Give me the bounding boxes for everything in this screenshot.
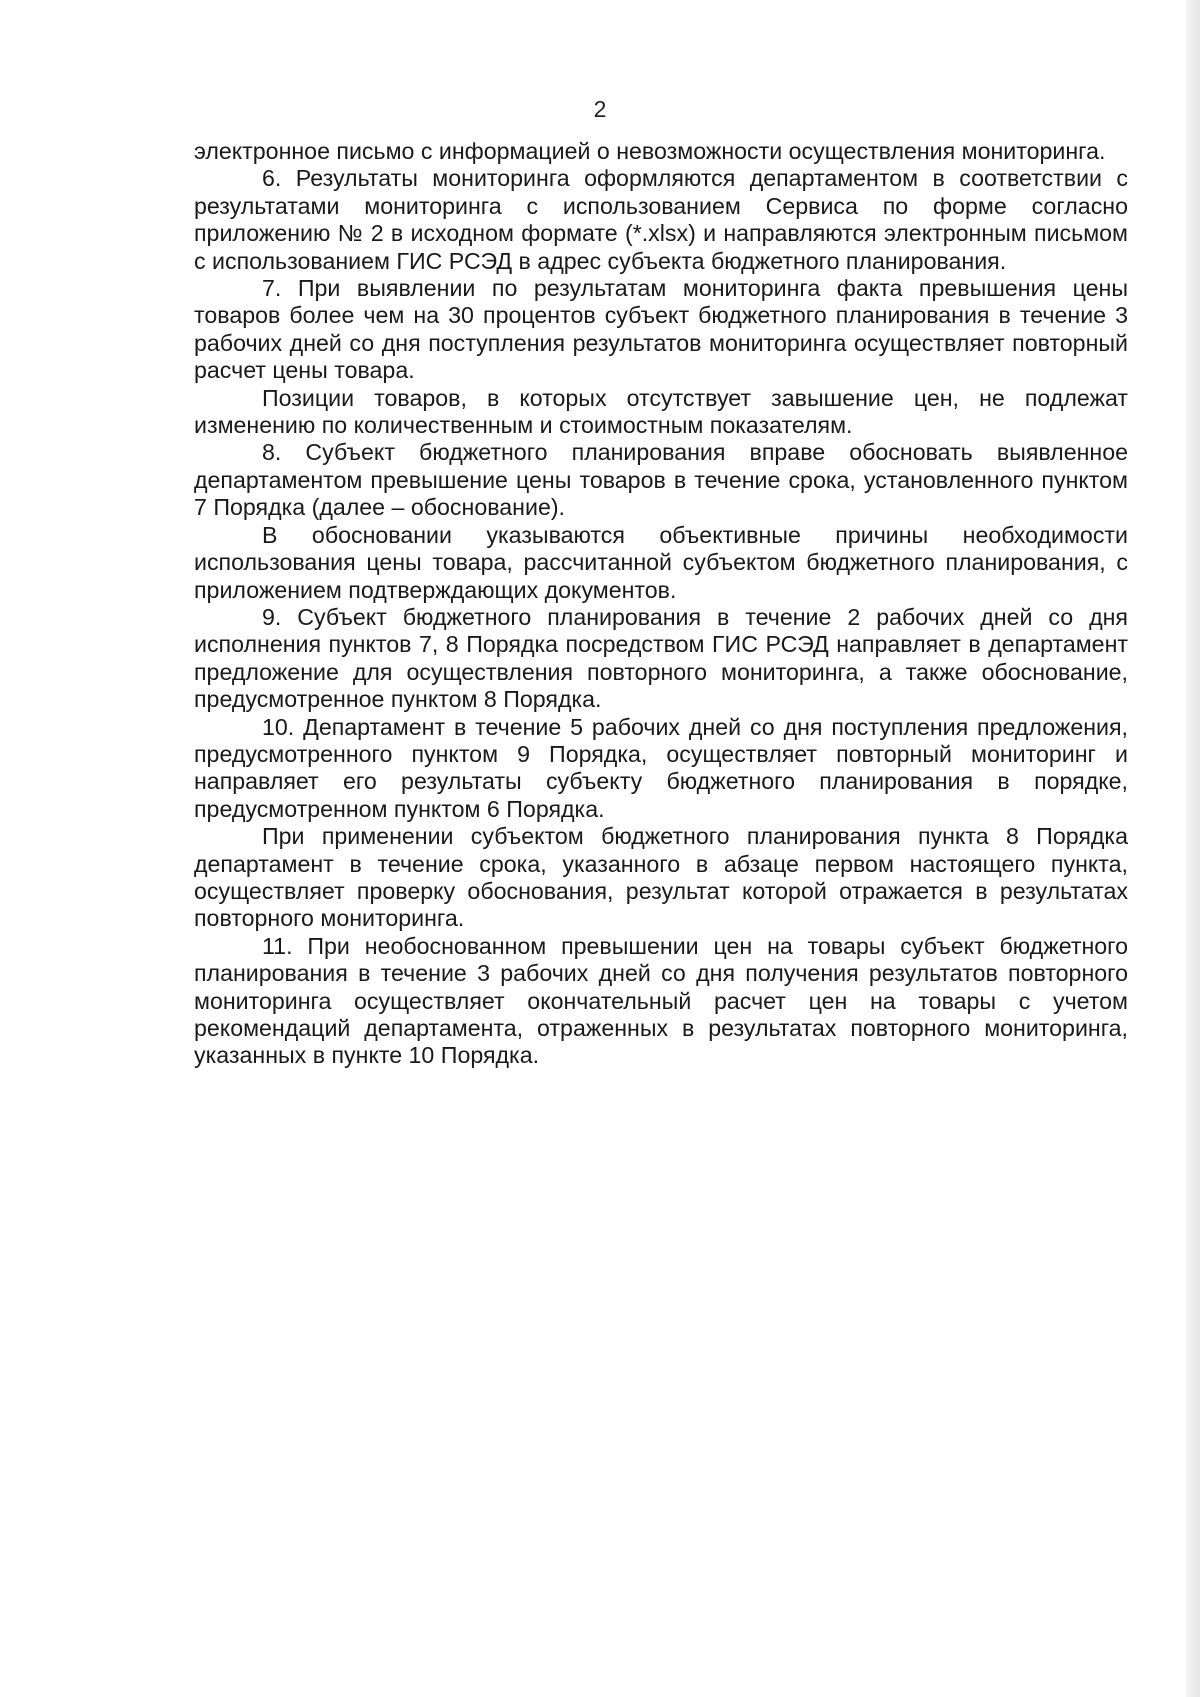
page-number: 2 — [593, 96, 607, 122]
paragraph-item-10: 10. Департамент в течение 5 рабочих дней со дня поступления предложения, предусмотренного пунктом 9 Порядка, осуществляет повторный мониторинг и направляет его результаты субъекту бюджетного планирования в порядке, предусмотренном пунктом 6 Порядка. — [194, 713, 1128, 822]
paragraph-item-8: 8. Субъект бюджетного планирования вправе обосновать выявленное департаментом превышение цены товаров в течение срока, установленного пунктом 7 Порядка (далее – обоснование). — [194, 439, 1128, 521]
paragraph-item-6: 6. Результаты мониторинга оформляются департаментом в соответствии с результатами мониторинга с использованием Сервиса по форме согласно приложению № 2 в исходном формате (*.xlsx) и направляются электронным письмом с использованием ГИС РСЭД в адрес субъекта бюджетного планирования. — [194, 165, 1128, 274]
paragraph-item-10-note: При применении субъектом бюджетного планирования пункта 8 Порядка департамент в течение срока, указанного в абзаце первом настоящего пункта, осуществляет проверку обоснования, результат которой отражается в результатах повторного мониторинга. — [194, 823, 1128, 932]
paragraph-item-11: 11. При необоснованном превышении цен на товары субъект бюджетного планирования в течение 3 рабочих дней со дня получения результатов повторного мониторинга осуществляет окончательный расчет цен на товары с учетом рекомендаций департамента, отраженных в результатах повторного мониторинга, указанных в пункте 10 Порядка. — [194, 932, 1128, 1069]
page-edge — [1186, 0, 1200, 1697]
document-body — [194, 138, 1128, 1070]
paragraph-item-8-note: В обосновании указываются объективные причины необходимости использования цены товара, рассчитанной субъектом бюджетного планирования, с приложением подтверждающих документов. — [194, 521, 1128, 603]
paragraph-item-9: 9. Субъект бюджетного планирования в течение 2 рабочих дней со дня исполнения пунктов 7, 8 Порядка посредством ГИС РСЭД направляет в департамент предложение для осуществления повторного мониторинга, а также обоснование, предусмотренное пунктом 8 Порядка. — [194, 603, 1128, 713]
paragraph-item-7: 7. При выявлении по результатам мониторинга факта превышения цены товаров более чем на 30 процентов субъект бюджетного планирования в течение 3 рабочих дней со дня поступления результатов мониторинга осуществляет повторный расчет цены товара. — [194, 275, 1128, 384]
paragraph-continuation: электронное письмо с информацией о невозможности осуществления мониторинга. — [194, 138, 1106, 164]
paragraph-item-7-note: Позиции товаров, в которых отсутствует завышение цен, не подлежат изменению по количественным и стоимостным показателям. — [194, 384, 1128, 439]
